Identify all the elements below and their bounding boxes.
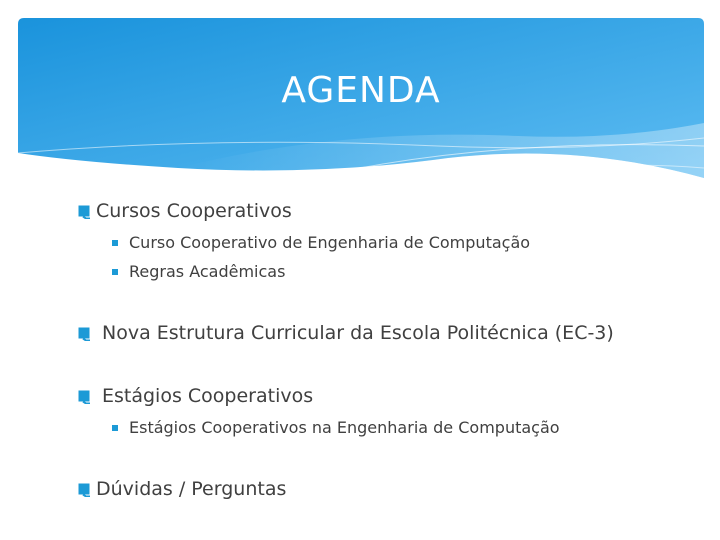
agenda-item-duvidas: [78, 478, 286, 500]
title-banner: [18, 18, 704, 198]
agenda-subitem: [112, 233, 530, 252]
square-icon: [112, 269, 118, 275]
page-title: AGENDA: [281, 70, 441, 111]
agenda-item-cursos-cooperativos: [78, 200, 292, 222]
agenda-item-label: Estágios Cooperativos: [102, 385, 314, 407]
q-box-icon: [78, 483, 91, 496]
q-box-icon: [78, 390, 91, 403]
q-box-icon: [78, 327, 91, 340]
agenda-subitem-label: Regras Acadêmicas: [129, 262, 286, 281]
agenda-item-label: Nova Estrutura Curricular da Escola Politécnica (EC-3): [102, 322, 614, 344]
square-icon: [112, 240, 118, 246]
q-box-icon: [78, 205, 91, 218]
square-icon: [112, 425, 118, 431]
agenda-item-label: Cursos Cooperativos: [96, 200, 292, 222]
agenda-item-estagios-cooperativos: [78, 385, 313, 407]
agenda-subitem: [112, 418, 560, 437]
agenda-subitem: [112, 262, 285, 281]
agenda-item-nova-estrutura: [78, 322, 614, 344]
agenda-subitem-label: Estágios Cooperativos na Engenharia de Computação: [129, 418, 560, 437]
agenda-item-label: Dúvidas / Perguntas: [96, 478, 287, 500]
agenda-subitem-label: Curso Cooperativo de Engenharia de Computação: [129, 233, 531, 252]
